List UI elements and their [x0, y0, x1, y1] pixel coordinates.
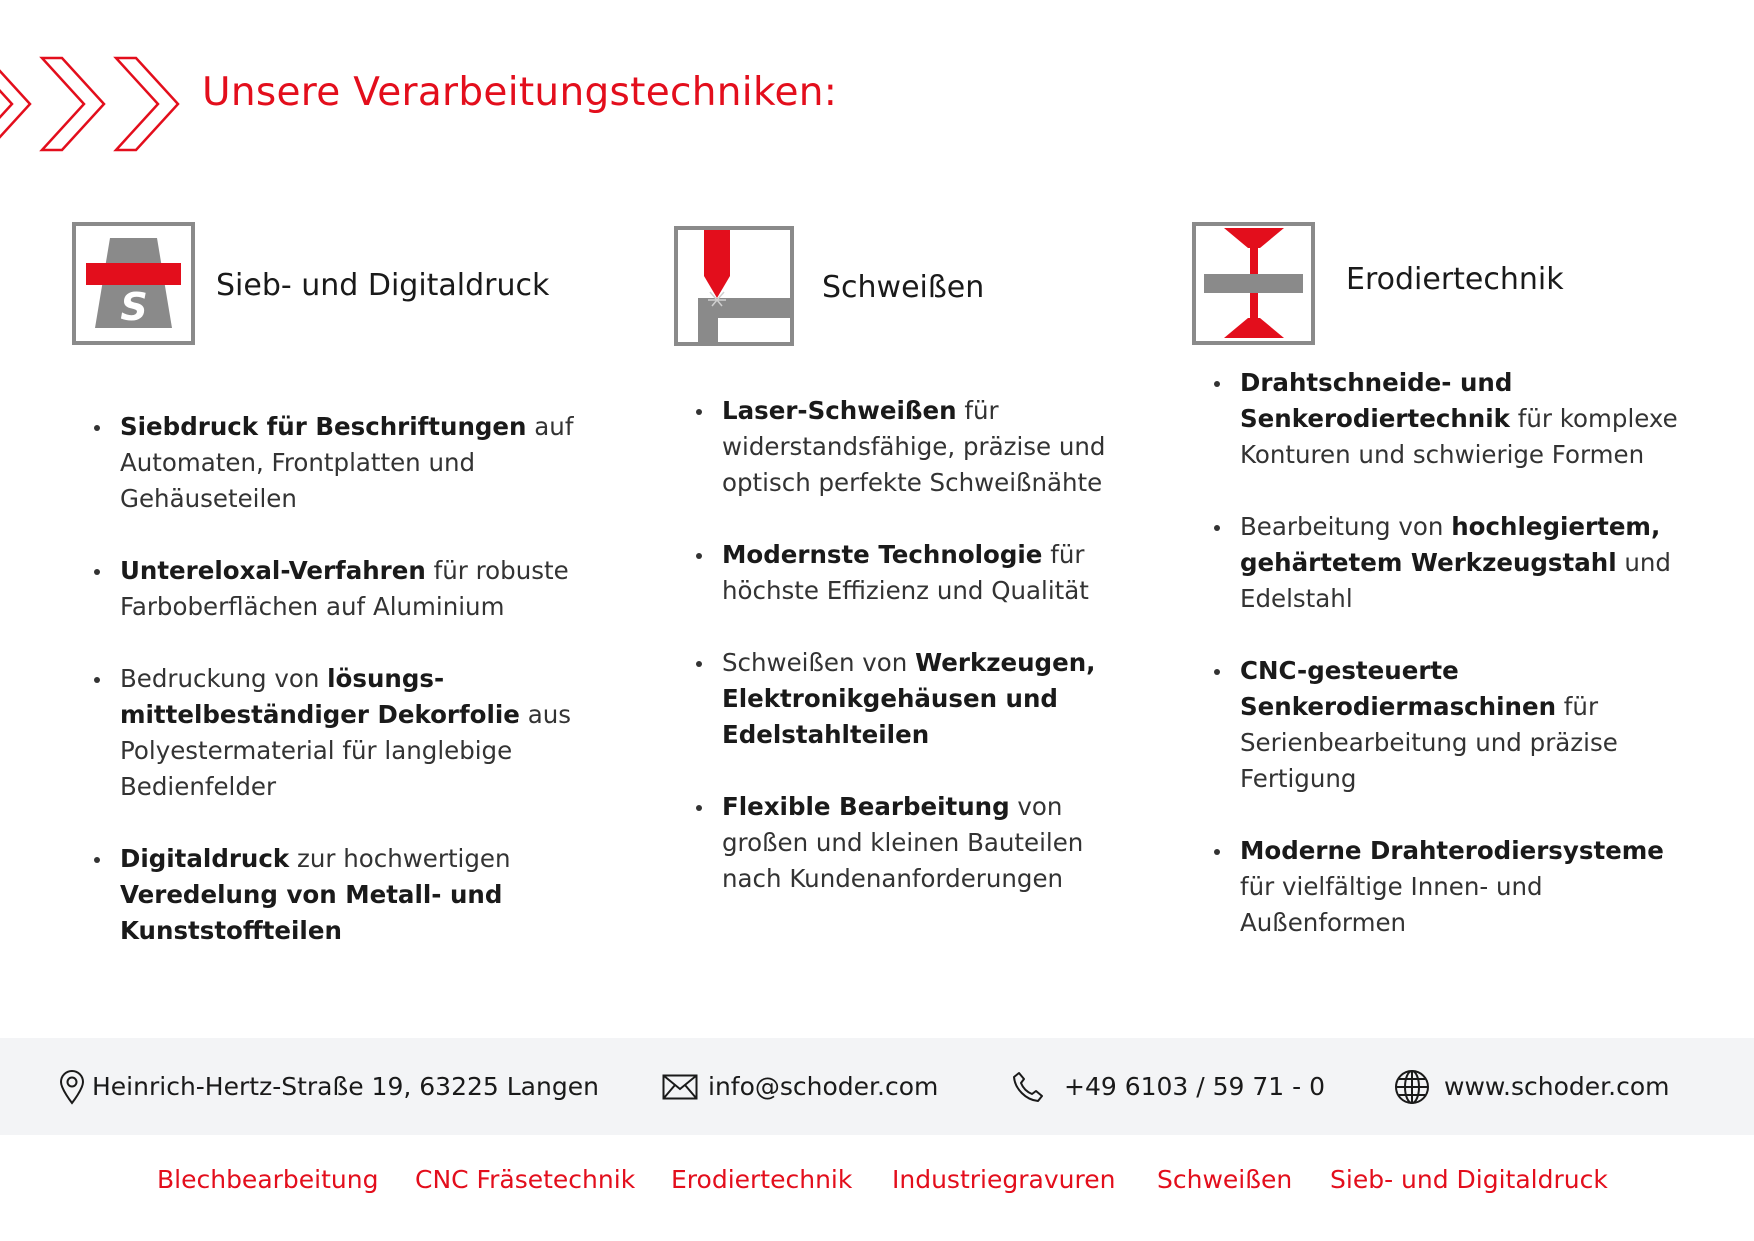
- link-cnc-fraesetechnik[interactable]: CNC Fräsetechnik: [415, 1165, 636, 1194]
- bullet-list: [1192, 365, 1692, 941]
- link-industriegravuren[interactable]: Industriegravuren: [892, 1165, 1116, 1194]
- text: auf Automaten, Frontplatten und Gehäuseteilen: [120, 412, 574, 513]
- text: für vielfältige Innen- und Außenformen: [1240, 872, 1543, 937]
- text: Schweißen von: [722, 648, 916, 677]
- list-item: [72, 409, 592, 517]
- location-pin-icon: [58, 1069, 86, 1105]
- bullet-list: [674, 393, 1144, 897]
- svg-text:S: S: [120, 285, 148, 329]
- list-item: [674, 645, 1144, 753]
- list-item: [72, 553, 592, 625]
- bold-text: hochlegiertem, gehärtetem Werkzeugstahl: [1240, 512, 1661, 577]
- list-item: [72, 841, 592, 949]
- text: und Edelstahl: [1240, 548, 1671, 613]
- text: Bedruckung von: [120, 664, 328, 693]
- bold-text: Flexible Bearbeitung: [722, 792, 1010, 821]
- bold-text: Modernste Technologie: [722, 540, 1043, 569]
- contact-bar: [0, 1038, 1754, 1135]
- text: zur hochwertigen: [289, 844, 511, 873]
- column-screen-print: [72, 222, 592, 985]
- service-links: [0, 1165, 1754, 1205]
- bold-text: Veredelung von Metall- und Kunststoffteilen: [120, 880, 503, 945]
- bold-text: Werkzeugen, Elektronikgehäusen und Edelstahlteilen: [722, 648, 1096, 749]
- column-eroding: [1192, 222, 1692, 977]
- screen-print-icon: [72, 222, 195, 345]
- envelope-icon: [662, 1074, 698, 1100]
- text: für höchste Effizienz und Qualität: [722, 540, 1089, 605]
- bold-text: Drahtschneide- und Senkerodiertechnik: [1240, 368, 1513, 433]
- bold-text: Laser-Schweißen: [722, 396, 957, 425]
- column-title: Schweißen: [822, 270, 985, 305]
- phone-icon: [1012, 1071, 1044, 1103]
- text: Bearbeitung von: [1240, 512, 1452, 541]
- website-text[interactable]: www.schoder.com: [1444, 1072, 1670, 1101]
- website[interactable]: [1394, 1038, 1669, 1135]
- bold-text: Siebdruck für Beschriftungen: [120, 412, 527, 441]
- email-text[interactable]: info@schoder.com: [708, 1072, 939, 1101]
- list-item: [674, 537, 1144, 609]
- list-item: [1192, 509, 1692, 617]
- list-item: [72, 661, 592, 805]
- text: für robuste Farboberflächen auf Aluminium: [120, 556, 569, 621]
- bold-text: CNC-gesteuerte Senkerodiermaschinen: [1240, 656, 1557, 721]
- eroding-icon: [1192, 222, 1315, 345]
- link-schweissen[interactable]: Schweißen: [1157, 1165, 1293, 1194]
- list-item: [1192, 365, 1692, 473]
- globe-icon: [1394, 1069, 1430, 1105]
- email[interactable]: [662, 1038, 938, 1135]
- chevron-arrows-icon: [0, 52, 180, 156]
- list-item: [674, 393, 1144, 501]
- column-title: Erodiertechnik: [1346, 262, 1564, 297]
- text: für komplexe Konturen und schwierige Formen: [1240, 404, 1678, 469]
- text: für Serienbearbeitung und präzise Fertigung: [1240, 692, 1618, 793]
- link-erodiertechnik[interactable]: Erodiertechnik: [671, 1165, 853, 1194]
- bold-text: lösungs-mittelbeständiger Dekorfolie: [120, 664, 520, 729]
- bullet-list: [72, 409, 592, 949]
- page-title: Unsere Verarbeitungstechniken:: [202, 70, 838, 115]
- link-blechbearbeitung[interactable]: Blechbearbeitung: [157, 1165, 379, 1194]
- welding-icon: [674, 226, 794, 346]
- column-welding: [674, 226, 1144, 933]
- text: aus Polyestermaterial für langlebige Bedienfelder: [120, 700, 571, 801]
- text: von großen und kleinen Bauteilen nach Kundenanforderungen: [722, 792, 1084, 893]
- link-sieb-digitaldruck[interactable]: Sieb- und Digitaldruck: [1330, 1165, 1608, 1194]
- list-item: [1192, 653, 1692, 797]
- column-title: Sieb- und Digitaldruck: [216, 268, 550, 303]
- phone-text[interactable]: +49 6103 / 59 71 - 0: [1064, 1072, 1326, 1101]
- text: für widerstandsfähige, präzise und optisch perfekte Schweißnähte: [722, 396, 1106, 497]
- phone[interactable]: [1012, 1038, 1325, 1135]
- bold-text: Untereloxal-Verfahren: [120, 556, 426, 585]
- list-item: [674, 789, 1144, 897]
- address-text: Heinrich-Hertz-Straße 19, 63225 Langen: [92, 1072, 599, 1101]
- list-item: [1192, 833, 1692, 941]
- bold-text: Digitaldruck: [120, 844, 290, 873]
- address: [58, 1038, 599, 1135]
- bold-text: Moderne Drahterodiersysteme: [1240, 836, 1664, 865]
